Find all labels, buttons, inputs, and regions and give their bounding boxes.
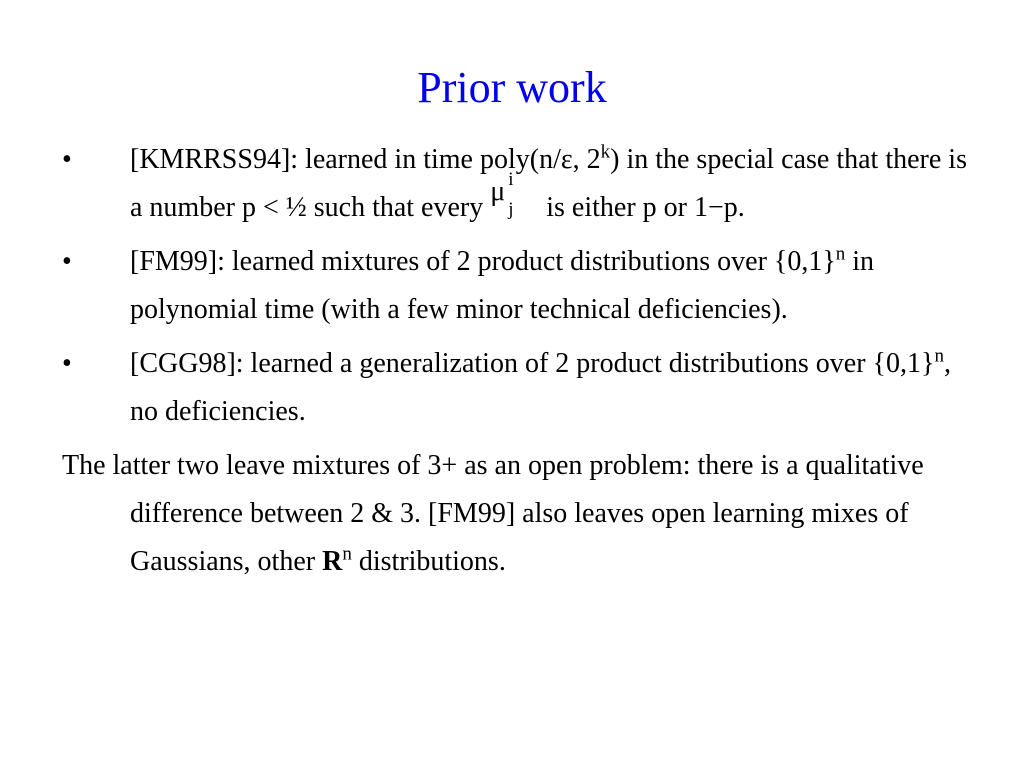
bullet-text: is either p or 1−p. — [546, 192, 745, 223]
superscript: n — [934, 345, 944, 367]
bullet-text: [CGG98]: learned a generalization of 2 product distributions over {0,1} — [130, 348, 935, 379]
bullet-item — [62, 340, 982, 436]
real-numbers-symbol: R — [322, 546, 343, 577]
superscript: k — [600, 141, 611, 163]
bullet-text: [FM99]: learned mixtures of 2 product distributions over {0,1} — [130, 246, 836, 277]
mu-base: μ — [490, 176, 506, 207]
bullet-text: , no deficiencies. — [130, 348, 951, 427]
paragraph-text: The latter two leave mixtures of 3+ as an open problem: there is a qualitative difference between 2 & 3. [FM99] also leaves open learning mixes of Gaussians, other — [62, 450, 924, 577]
bullet-marker: • — [62, 144, 72, 175]
mu-subscript: j — [508, 199, 514, 220]
slide-title: Prior work — [417, 63, 607, 112]
bullet-marker: • — [62, 246, 72, 277]
mu-symbol — [490, 169, 546, 220]
bullet-item — [62, 136, 982, 232]
superscript: n — [342, 543, 352, 565]
paragraph-text: distributions. — [351, 546, 506, 577]
bullet-text: [KMRRSS94]: learned in time poly(n/ε, 2 — [130, 144, 601, 175]
superscript: n — [835, 243, 846, 265]
slide-body — [62, 136, 982, 586]
mu-superscript: i — [508, 169, 514, 190]
bullet-item — [62, 238, 982, 334]
closing-paragraph — [62, 442, 982, 586]
bullet-text: in polynomial time (with a few minor technical deficiencies). — [130, 246, 875, 325]
bullet-text: ) in the special case that there is a number p < ½ such that every — [130, 144, 967, 223]
bullet-marker: • — [62, 348, 72, 379]
